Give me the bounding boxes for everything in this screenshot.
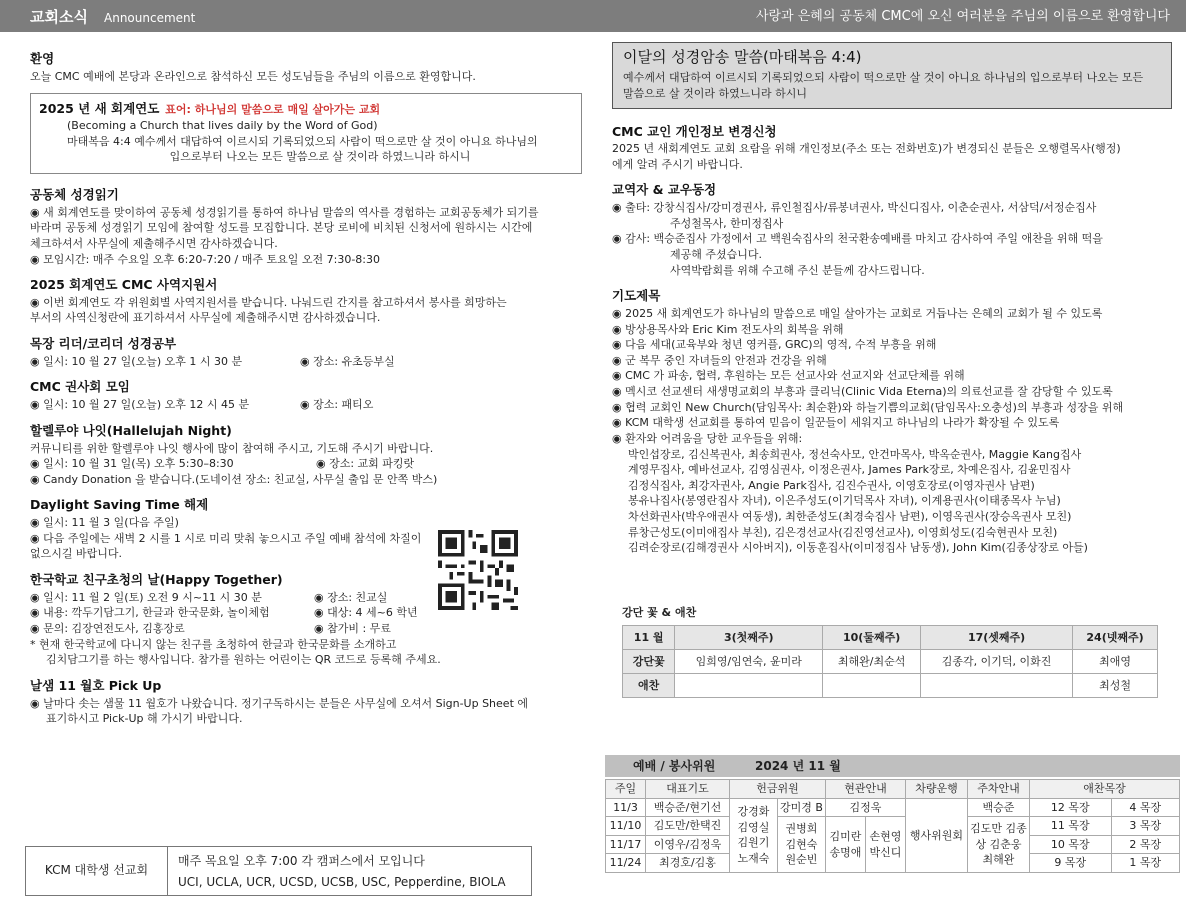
dst-line-3: 없으시길 바랍니다. — [30, 547, 123, 561]
deaconess-section — [30, 378, 582, 412]
table-cell: 강미경 B — [778, 798, 826, 817]
section-title: 교회소식 — [30, 8, 88, 26]
privacy-line-1: 2025 년 새회계연도 교회 요람을 위해 개인정보(주소 또는 전화번호)가 변경되신 분들은 오행렬목사(행정) — [612, 142, 1121, 156]
prayer-item: ◉ 다음 세대(교육부와 청년 영커플, GRC)의 영적, 수적 부흥을 위해 — [612, 338, 937, 352]
school-content: ◉ 내용: 깍두기담그기, 한글과 한국문화, 놀이체험 — [30, 606, 270, 620]
table-cell: 12 목장 — [1030, 798, 1112, 817]
news-line-2: 주성철목사, 한미정집사 — [670, 216, 784, 230]
service-band — [605, 755, 1180, 777]
table-cell: 11/10 — [606, 817, 646, 836]
table-cell — [675, 674, 823, 698]
table-cell: 10 목장 — [1030, 835, 1112, 854]
ministry-title: 2025 회계연도 CMC 사역지원서 — [30, 277, 218, 293]
patient-line: 김려순장로(김해경권사 시아버지), 이동훈집사(이미정집사 남동생), John Kim(김종상장로 아들) — [628, 541, 1088, 555]
reading-section — [30, 186, 582, 267]
table-cell: 강단꽃 — [623, 650, 675, 674]
table-cell: 11 목장 — [1030, 817, 1112, 836]
memory-verse-line-2: 말씀으로 살 것이라 하였느니라 하시니 — [623, 86, 808, 100]
patient-line: 류창근성도(이미애집사 부친), 김은경선교사(김진영선교사), 이영희성도(김숙현권사 모친) — [628, 525, 1058, 539]
table-cell: 백승준 — [968, 798, 1030, 817]
hallelujah-date: ◉ 일시: 10 월 31 일(목) 오후 5:30–8:30 — [30, 457, 234, 471]
welcome-text: 오늘 CMC 예배에 본당과 온라인으로 참석하신 모든 성도님들을 주님의 이름으로 환영합니다. — [30, 69, 476, 83]
leaders-section — [30, 335, 582, 369]
theme-motto: 표어: 하나님의 말씀으로 매일 살아가는 교회 — [165, 103, 381, 117]
prayer-item: ◉ 멕시코 선교센터 새생명교회의 부흥과 클리닉(Clinic Vida Eterna)의 의료선교를 잘 감당할 수 있도록 — [612, 385, 1113, 399]
privacy-line-2: 에게 알려 주시기 바랍니다. — [612, 157, 743, 171]
table-cell: 백승준/현기선 — [646, 798, 730, 817]
school-note-1: * 현재 한국학교에 다니지 않는 친구를 초청하여 한글과 한국문화를 소개하고 — [30, 637, 397, 651]
prayer-item: ◉ 군 복무 중인 자녀들의 안전과 건강을 위해 — [612, 353, 827, 367]
deaconess-place: ◉ 장소: 패티오 — [300, 398, 374, 412]
table-cell: 김정욱 — [826, 798, 906, 817]
deaconess-title: CMC 권사회 모임 — [30, 379, 130, 395]
theme-english: (Becoming a Church that lives daily by the Word of God) — [67, 119, 378, 133]
table-row — [606, 798, 1180, 817]
patient-line: 차선화권사(박우애권사 여동생), 최한준성도(최경숙집사 남편), 이영옥권사(장승옥권사 모친) — [628, 509, 1072, 523]
memory-verse-box — [612, 42, 1172, 109]
hallelujah-line-1: 커뮤니티를 위한 할렐루야 나잇 행사에 많이 참여해 주시고, 기도해 주시기 바랍니다. — [30, 441, 434, 455]
service-month: 2024 년 11 월 — [755, 759, 841, 773]
table-cell: 김종각, 이기덕, 이화진 — [921, 650, 1073, 674]
right-column — [612, 42, 1172, 565]
table-cell: 최경호/김홍 — [646, 854, 730, 873]
table-cell: 이영우/김정욱 — [646, 835, 730, 854]
table-cell: 임희영/임연숙, 윤미라 — [675, 650, 823, 674]
table-cell: 헌금위원 — [730, 780, 826, 799]
table-row — [606, 817, 1180, 836]
news-line-4: 제공해 주셨습니다. — [670, 248, 763, 262]
table-cell: 3(첫째주) — [675, 626, 823, 650]
leaders-title: 목장 리더/코리더 성경공부 — [30, 336, 177, 352]
hallelujah-section — [30, 422, 582, 488]
patient-line: 봉유나집사(봉영란집사 자녀), 이은주성도(이기덕목사 자녀), 이계용권사(이태종목사 누님) — [628, 494, 1061, 508]
table-cell: 강경화 김영실 김원기 노재숙 — [730, 798, 778, 872]
table-cell: 2 목장 — [1111, 835, 1179, 854]
table-cell: 17(셋째주) — [921, 626, 1073, 650]
theme-verse-2: 입으로부터 나오는 모든 말씀으로 살 것이라 하였느니라 하시니 — [169, 150, 471, 164]
table-cell: 11/3 — [606, 798, 646, 817]
school-note-2: 김치담그기를 하는 행사입니다. 참가를 원하는 어린이는 QR 코드로 등록해 주세요. — [46, 653, 441, 667]
hallelujah-place: ◉ 장소: 교회 파킹랏 — [316, 457, 415, 471]
privacy-section — [612, 123, 1172, 173]
welcome-section — [30, 50, 582, 84]
kcm-name: KCM 대학생 선교회 — [26, 847, 168, 895]
theme-year: 2025 년 새 회계연도 — [39, 101, 160, 117]
news-line-5: 사역박람회를 위해 수고해 주신 분들께 감사드립니다. — [670, 263, 925, 277]
table-cell: 3 목장 — [1111, 817, 1179, 836]
hallelujah-line-3: ◉ Candy Donation 을 받습니다.(도네이션 장소: 친교실, 사무실 출입 문 안쪽 박스) — [30, 472, 438, 486]
school-title: 한국학교 친구초청의 날(Happy Together) — [30, 571, 283, 587]
prayer-item: ◉ 환자와 어려움을 당한 교우들을 위해: — [612, 431, 803, 445]
table-row — [606, 780, 1180, 799]
altar-table — [622, 625, 1158, 698]
table-cell: 최해완/최순석 — [823, 650, 921, 674]
theme-verse-1: 마태복음 4:4 예수께서 대답하여 이르시되 기록되었으되 사람이 떡으로만 살 것이 아니요 하나님의 — [67, 134, 538, 148]
table-cell: 주일 — [606, 780, 646, 799]
reading-line-4: ◉ 모임시간: 매주 수요일 오후 6:20-7:20 / 매주 토요일 오전 7:30-8:30 — [30, 252, 380, 266]
table-cell: 애찬목장 — [1030, 780, 1180, 799]
prayer-item: ◉ 방상용목사와 Eric Kim 전도사의 회복을 위해 — [612, 322, 844, 336]
ministry-line-2: 부서의 사역신청란에 표기하셔서 사무실에 제출해주시면 감사하겠습니다. — [30, 311, 381, 325]
memory-verse-title: 이달의 성경암송 말씀(마태복음 4:4) — [623, 48, 862, 66]
ministry-line-1: ◉ 이번 회계연도 각 위원회별 사역지원서를 받습니다. 나눠드린 간지를 참고하셔서 봉사를 희망하는 — [30, 295, 507, 309]
kcm-time: 매주 목요일 오후 7:00 각 캠퍼스에서 모입니다 — [178, 854, 425, 868]
table-cell: 24(넷째주) — [1073, 626, 1158, 650]
dst-line-1: ◉ 일시: 11 월 3 일(다음 주일) — [30, 516, 179, 530]
school-contact: ◉ 문의: 김장연전도사, 김홍장로 — [30, 621, 185, 635]
table-cell: 대표기도 — [646, 780, 730, 799]
school-target: ◉ 대상: 4 세~6 학년 — [314, 606, 418, 620]
table-cell: 10(둘째주) — [823, 626, 921, 650]
table-cell: 11/17 — [606, 835, 646, 854]
school-fee: ◉ 참가비 : 무료 — [314, 621, 391, 635]
table-cell: 9 목장 — [1030, 854, 1112, 873]
pickup-section — [30, 677, 582, 727]
leaders-date: ◉ 일시: 10 월 27 일(오늘) 오후 1 시 30 분 — [30, 354, 243, 368]
table-row — [623, 650, 1158, 674]
dst-line-2: ◉ 다음 주일에는 새벽 2 시를 1 시로 미리 맞춰 놓으시고 주일 예배 참석에 차질이 — [30, 531, 422, 545]
table-cell — [921, 674, 1073, 698]
school-date: ◉ 일시: 11 월 2 일(토) 오전 9 시~11 시 30 분 — [30, 590, 262, 604]
reading-line-2: 바라며 공동체 성경읽기 모임에 참여할 성도를 모집합니다. 본당 로비에 비치된 신청서에 원하시는 시간에 — [30, 221, 533, 235]
reading-line-1: ◉ 새 회계연도를 맞이하여 공동체 성경읽기를 통하여 하나님 말씀의 역사를 경험하는 교회공동체가 되기를 — [30, 205, 539, 219]
news-section — [612, 181, 1172, 278]
patient-line: 박인섭장로, 김신복권사, 최송희권사, 정선숙사모, 안건마목사, 박옥순권사, Maggie Kang집사 — [628, 447, 1082, 461]
news-line-3: ◉ 감사: 백승준집사 가정에서 고 백원숙집사의 천국환송예배를 마치고 감사하여 주일 애찬을 위해 떡을 — [612, 232, 1103, 246]
table-cell: 김미란 송명애 — [826, 817, 866, 873]
memory-verse-line-1: 예수께서 대답하여 이르시되 기록되었으되 사람이 떡으로만 살 것이 아니요 하나님의 입으로부터 나오는 모든 — [623, 71, 1144, 85]
news-line-1: ◉ 출타: 강창식집사/강미경권사, 류인철집사/류봉녀권사, 박신디집사, 이춘순권사, 서삼덕/서정순집사 — [612, 201, 1097, 215]
left-column — [30, 50, 582, 736]
table-cell: 4 목장 — [1111, 798, 1179, 817]
news-title: 교역자 & 교우동정 — [612, 182, 717, 198]
table-cell: 애찬 — [623, 674, 675, 698]
welcome-title: 환영 — [30, 51, 55, 66]
header-band — [0, 0, 1186, 32]
reading-line-3: 체크하셔서 사무실에 제출해주시면 감사하겠습니다. — [30, 236, 278, 250]
prayer-item: ◉ CMC 가 파송, 협력, 후원하는 모든 선교사와 선교지와 선교단체를 위해 — [612, 369, 965, 383]
theme-box — [30, 93, 582, 174]
table-cell — [823, 674, 921, 698]
table-cell: 김도만 김종상 김춘웅 최해완 — [968, 817, 1030, 873]
kcm-box — [25, 846, 532, 896]
table-cell: 손현영 박신디 — [866, 817, 906, 873]
prayer-section — [612, 287, 1172, 556]
theme-title — [39, 100, 573, 118]
table-cell: 11 월 — [623, 626, 675, 650]
prayer-item: ◉ KCM 대학생 선교회를 통하여 믿음이 일꾼들이 세워지고 하나님의 나라가 확장될 수 있도록 — [612, 416, 1060, 430]
table-cell: 권병희 김현숙 원순빈 — [778, 817, 826, 873]
table-cell: 주차안내 — [968, 780, 1030, 799]
table-cell: 행사위원회 — [906, 798, 968, 872]
table-cell: 김도만/한택진 — [646, 817, 730, 836]
service-table — [605, 779, 1180, 873]
patient-line: 김정식집사, 최강자권사, Angie Park집사, 김진수권사, 이영호장로(이영자권사 남편) — [628, 478, 1035, 492]
qr-code-icon[interactable] — [438, 530, 518, 610]
ministry-section — [30, 276, 582, 326]
pickup-line-1: ◉ 날마다 솟는 샘물 11 월호가 나왔습니다. 정기구독하시는 분들은 사무실에 오셔서 Sign-Up Sheet 에 — [30, 696, 529, 710]
prayer-item: ◉ 2025 새 회계연도가 하나님의 말씀으로 매일 살아가는 교회로 거듭나는 은혜의 교회가 될 수 있도록 — [612, 307, 1103, 321]
service-title: 예배 / 봉사위원 — [633, 759, 716, 773]
altar-title: 강단 꽃 & 애찬 — [622, 606, 697, 619]
table-cell: 현관안내 — [826, 780, 906, 799]
prayer-item: ◉ 협력 교회인 New Church(담임목사: 최순환)와 하늘기쁨의교회(담임목사:오충성)의 부흥과 성장을 위해 — [612, 400, 1124, 414]
school-place: ◉ 장소: 친교실 — [314, 590, 388, 604]
welcome-banner: 사랑과 은혜의 공동체 CMC에 오신 여러분을 주님의 이름으로 환영합니다 — [755, 9, 1170, 24]
table-cell: 최애영 — [1073, 650, 1158, 674]
leaders-place: ◉ 장소: 유초등부실 — [300, 354, 395, 368]
dst-title: Daylight Saving Time 해제 — [30, 497, 209, 513]
pickup-line-2: 표기하시고 Pick-Up 해 가시기 바랍니다. — [46, 712, 243, 726]
table-row — [623, 674, 1158, 698]
hallelujah-title: 할렐루야 나잇(Hallelujah Night) — [30, 422, 232, 438]
pickup-title: 날샘 11 월호 Pick Up — [30, 677, 162, 693]
patient-line: 계영무집사, 예바선교사, 김영심권사, 이정은권사, James Park장로, 차예은집사, 김윤민집사 — [628, 463, 1071, 477]
table-row — [623, 626, 1158, 650]
table-cell: 11/24 — [606, 854, 646, 873]
section-title-en: Announcement — [104, 11, 196, 25]
table-cell: 차량운행 — [906, 780, 968, 799]
kcm-schools: UCI, UCLA, UCR, UCSD, UCSB, USC, Pepperdine, BIOLA — [178, 875, 506, 889]
table-cell: 1 목장 — [1111, 854, 1179, 873]
table-cell: 최성철 — [1073, 674, 1158, 698]
deaconess-date: ◉ 일시: 10 월 27 일(오늘) 오후 12 시 45 분 — [30, 398, 250, 412]
prayer-title: 기도제목 — [612, 288, 661, 304]
privacy-title: CMC 교인 개인정보 변경신청 — [612, 123, 777, 139]
reading-title: 공동체 성경읽기 — [30, 186, 119, 202]
